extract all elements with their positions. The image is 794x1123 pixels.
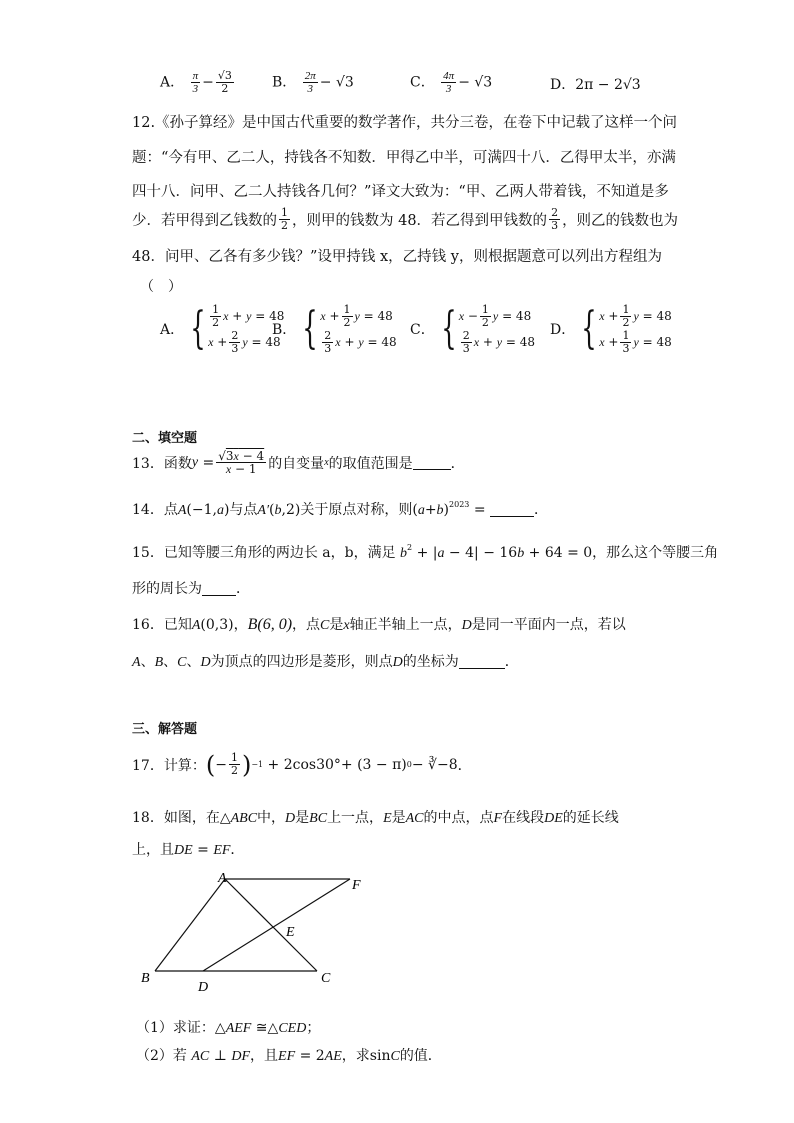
label-e: E <box>286 925 295 940</box>
q18-line1: 18．如图，在△ABC中，D是BC上一点，E是AC的中点，点F在线段DE的延长线 <box>132 810 619 826</box>
q12-answer-paren: （ ） <box>140 279 182 295</box>
q15-line1: 15．已知等腰三角形的两边长 a，b，满足 $b^2 + |a - 4| - 16b + 64 = 0$，那么这个等腰三角 <box>132 543 719 561</box>
q12-line4: 少．若甲得到乙钱数的 $\frac{1}{2}$ ，则甲的钱数为 48．若乙得到甲钱数的 $\frac{2}{3}$ ，则乙的钱数也为 <box>132 206 679 232</box>
q12-option-d: D． { x + $\frac{1}{2}$ y = 48 x + $\frac{1}{3}$ y = 48 <box>550 302 672 355</box>
q11-option-b: B． $\frac{2\pi}{3}$ − √3 <box>272 70 354 95</box>
label-a: A <box>218 871 227 886</box>
q12-line2: 题：“今有甲、乙二人，持钱各不知数．甲得乙中半，可满四十八．乙得甲太半，亦满 <box>132 150 676 166</box>
q15-line2: 形的周长为 ． <box>132 581 250 597</box>
q18-geometry-figure <box>130 868 390 998</box>
q17: 17．计算： ( − $\frac{1}{2}$ ) −1 + 2cos30°+ (3 − π) 0 − ∛−8 ． <box>132 750 472 779</box>
q12-line1: 12.《孙子算经》是中国古代重要的数学著作，共分三卷，在卷下中记载了这样一个问 <box>132 115 678 131</box>
q11-option-d: D．2π − 2√3 <box>550 77 641 93</box>
section-title-fill-in: 二、填空题 <box>132 431 198 446</box>
q11-option-a: A． $\frac{\pi}{3}$ − $\frac{√3}{2}$ <box>160 69 232 95</box>
q12-option-a: A． { $\frac{1}{2}$ x + y = 48 x + $\frac{2}{3}$ y = 48 <box>160 302 285 355</box>
label-c: C <box>321 971 331 986</box>
q13: 13．函数 y = $\frac{√3x - 4}{x - 1}$ 的自变量 x 的取值范围是 ． <box>132 449 465 476</box>
q11-option-c: C． $\frac{4\pi}{3}$ − √3 <box>410 70 493 95</box>
label-d: D <box>198 980 209 995</box>
section-title-solutions: 三、解答题 <box>132 722 198 737</box>
q12-line5: 48．问甲、乙各有多少钱？”设甲持钱 x，乙持钱 y，则根据题意可以列出方程组为 <box>132 249 662 265</box>
q12-line3: 四十八．问甲、乙二人持钱各几何？”译文大致为：“甲、乙两人带着钱，不知道是多 <box>132 184 669 200</box>
q18-part2: （2）若 AC ⊥ DF，且EF = 2AE，求sinC的值． <box>136 1048 442 1064</box>
segment-df <box>203 879 350 971</box>
segment-ac <box>225 879 317 971</box>
label-f: F <box>352 878 361 893</box>
label-b: B <box>141 971 150 986</box>
q18-part1: （1）求证：△AEF ≅△CED； <box>136 1020 321 1036</box>
q12-option-b: B． { x + $\frac{1}{2}$ y = 48 $\frac{2}{3}$ x + y = 48 <box>272 302 397 355</box>
q16-line2: A、B、C、D为顶点的四边形是菱形，则点D的坐标为 ． <box>132 654 519 670</box>
q12-option-c: C． { x − $\frac{1}{2}$ y = 48 $\frac{2}{3}$ x + y = 48 <box>410 302 536 355</box>
q18-line2: 上，且DE = EF． <box>132 842 245 858</box>
q14: 14．点A(−1,a)与点A′(b,2)关于原点对称，则$(a+b)^{2023}$ = ． <box>132 500 549 518</box>
segment-ab <box>155 879 225 971</box>
q16-line1: 16．已知A(0,3)，B(6, 0)，点C是x轴正半轴上一点，D是同一平面内一点，若以 <box>132 616 626 633</box>
